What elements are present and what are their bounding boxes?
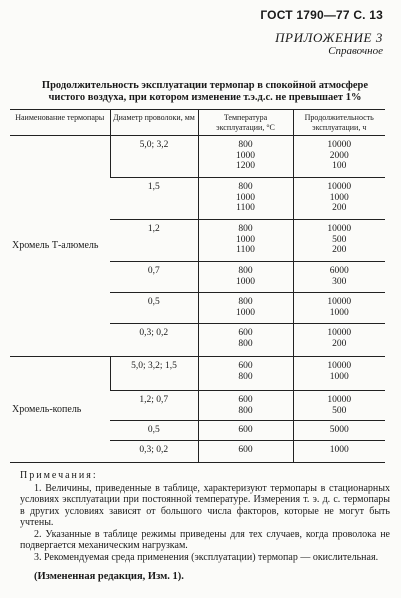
duration-value: 1000 (329, 445, 349, 455)
duration-value: 5000 (329, 425, 349, 435)
diameter-cell (110, 324, 198, 357)
note-2: 2. Указанные в таблице режимы приведены для тех случаев, когда проволока не подвергается механическим нагрузкам. (20, 528, 390, 551)
diameter-value: 1,5 (147, 182, 160, 192)
diameter-value: 1,2; 0,7 (139, 395, 169, 405)
diameter-value: 0,3; 0,2 (139, 328, 169, 338)
diameter-value: 1,2 (147, 224, 160, 234)
change-note: (Измененная редакция, Изм. 1). (34, 571, 184, 582)
duration-cell (293, 357, 385, 391)
temperature-value: 800 (238, 371, 253, 382)
diameter-value: 5,0; 3,2; 1,5 (131, 361, 177, 371)
temperature-cell (198, 391, 293, 421)
notes (20, 470, 390, 563)
diameter-cell (110, 136, 198, 178)
diameter-cell (110, 421, 198, 441)
diameter-cell (110, 220, 198, 262)
temperature-value: 1000 (236, 192, 255, 203)
duration-cell (293, 178, 385, 220)
page-header: ГОСТ 1790—77 С. 13 (260, 8, 383, 22)
duration-value: 10000 (327, 328, 352, 338)
temperature-cell (198, 178, 293, 220)
duration-value: 200 (332, 338, 347, 349)
duration-value: 2000 (329, 150, 349, 161)
duration-value: 1000 (329, 307, 349, 318)
temperature-value: 1100 (236, 245, 255, 255)
thermocouple-name: Хромель Т-алюмель (10, 136, 110, 357)
diameter-value: 5,0; 3,2 (139, 140, 169, 150)
duration-value: 10000 (327, 182, 352, 192)
temperature-cell (198, 357, 293, 391)
duration-value: 200 (332, 203, 347, 213)
temperature-value: 800 (238, 266, 253, 276)
note-3: 3. Рекомендуемая среда применения (эксплуатации) термопар — окислительная. (34, 551, 379, 563)
col-header-temperature: Температура эксплуатации, °С (198, 110, 293, 136)
duration-value: 500 (332, 405, 347, 416)
duration-value: 1000 (329, 371, 349, 382)
duration-value: 300 (332, 276, 347, 287)
temperature-value: 800 (238, 140, 253, 150)
table-header-row (10, 110, 385, 136)
temperature-value: 600 (238, 425, 253, 435)
duration-cell (293, 293, 385, 324)
temperature-value: 800 (238, 405, 253, 416)
temperature-cell (198, 262, 293, 293)
table-title (30, 80, 380, 104)
appendix-title: ПРИЛОЖЕНИЕ 3 (275, 30, 383, 45)
duration-cell (293, 421, 385, 441)
notes-heading: Примечания: (20, 470, 98, 481)
temperature-value: 1000 (236, 234, 255, 245)
table-title-line-1: Продолжительность эксплуатации термопар в спокойной атмосфере (41, 80, 369, 91)
table-row (10, 357, 385, 391)
col-header-diameter: Диаметр проволоки, мм (110, 110, 198, 136)
temperature-cell (198, 220, 293, 262)
diameter-cell (110, 441, 198, 463)
temperature-cell (198, 324, 293, 357)
duration-value: 10000 (327, 395, 352, 405)
duration-value: 100 (332, 161, 347, 171)
duration-cell (293, 441, 385, 463)
duration-value: 10000 (327, 361, 352, 371)
diameter-cell (110, 178, 198, 220)
duration-value: 10000 (327, 224, 352, 234)
thermocouple-table (10, 109, 385, 463)
temperature-value: 800 (238, 224, 253, 234)
table-title-line-2: чистого воздуха, при котором изменение т.э.д.с. не превышает 1% (48, 92, 362, 103)
temperature-cell (198, 421, 293, 441)
temperature-value: 1100 (236, 203, 255, 213)
duration-value: 6000 (329, 266, 349, 276)
thermocouple-name: Хромель-копель (10, 357, 110, 463)
table-row (10, 136, 385, 178)
temperature-value: 1200 (236, 161, 255, 171)
duration-cell (293, 262, 385, 293)
diameter-cell (110, 391, 198, 421)
duration-value: 10000 (327, 297, 352, 307)
diameter-cell (110, 293, 198, 324)
note-1: 1. Величины, приведенные в таблице, характеризуют термопары в стационарных условиях эксплуатации при постоянной температуре. Измерения т. э. д. с. термопары в других условиях зависят от большого числа факторов, которые не могут быть учтены. (20, 482, 390, 528)
temperature-value: 600 (238, 361, 253, 371)
temperature-cell (198, 293, 293, 324)
temperature-cell (198, 441, 293, 463)
temperature-value: 1000 (236, 276, 255, 287)
diameter-value: 0,5 (147, 297, 160, 307)
temperature-cell (198, 136, 293, 178)
temperature-value: 600 (238, 328, 253, 338)
table-body (10, 136, 385, 463)
col-header-thermocouple: Наименование термопары (10, 110, 110, 136)
duration-value: 200 (332, 245, 347, 255)
duration-value: 10000 (327, 140, 352, 150)
temperature-value: 800 (238, 182, 253, 192)
duration-cell (293, 136, 385, 178)
temperature-value: 1000 (236, 307, 255, 318)
duration-cell (293, 391, 385, 421)
diameter-value: 0,5 (147, 425, 160, 435)
temperature-value: 600 (238, 395, 253, 405)
temperature-value: 800 (238, 297, 253, 307)
temperature-value: 800 (238, 338, 253, 349)
temperature-value: 1000 (236, 150, 255, 161)
duration-value: 500 (332, 234, 347, 245)
duration-cell (293, 324, 385, 357)
col-header-duration: Продолжительность эксплуатации, ч (293, 110, 385, 136)
diameter-value: 0,7 (147, 266, 160, 276)
diameter-cell (110, 262, 198, 293)
appendix-note: Справочное (328, 45, 383, 57)
duration-value: 1000 (329, 192, 349, 203)
temperature-value: 600 (238, 445, 253, 455)
diameter-value: 0,3; 0,2 (139, 445, 169, 455)
duration-cell (293, 220, 385, 262)
diameter-cell (110, 357, 198, 391)
